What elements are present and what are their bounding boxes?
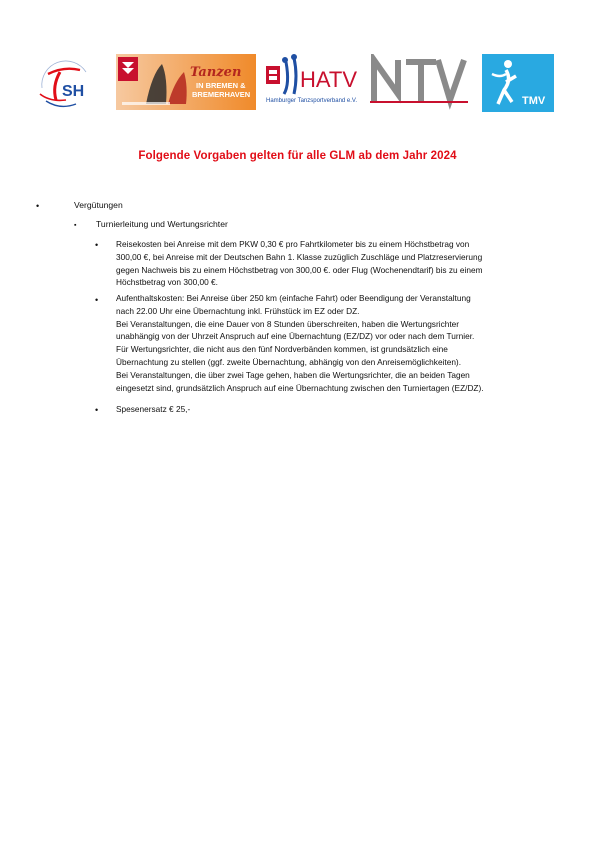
text-line: eingesetzt sind, grundsätzlich Anspruch auf eine Übernachtung zwischen den Turniertagen (EZ/DZ).	[116, 382, 484, 393]
svg-text:SH: SH	[62, 83, 85, 100]
text-line: Spesenersatz € 25,-	[116, 404, 191, 414]
text-line: 300,00 €, bei Anreise mit der Deutschen Bahn 1. Klasse zuzüglich Zuschläge und Platzreservierung	[116, 251, 483, 262]
logo-row	[36, 54, 560, 114]
svg-text:BREMERHAVEN: BREMERHAVEN	[192, 90, 251, 99]
bullet-l2: ▪	[74, 222, 77, 229]
text-line: gegen Nachweis bis zu einem Höchstbetrag von 300,00 €. oder Flug (Wochenendtarif) bis zu einem	[116, 264, 483, 275]
text-line: Reisekosten bei Anreise mit dem PKW 0,30 € pro Fahrtkilometer bis zu einem Höchstbetrag von	[116, 239, 470, 249]
svg-text:Hamburger Tanzsportverband e.V: Hamburger Tanzsportverband e.V.	[266, 98, 358, 104]
hatv-logo	[264, 54, 372, 110]
text-line: nach 22.00 Uhr eine Übernachtung inkl. Frühstück im EZ oder DZ.	[116, 305, 360, 316]
level1-heading: Vergütungen	[74, 200, 123, 210]
level2-heading: Turnierleitung und Wertungsrichter	[96, 219, 228, 229]
text-line: Höchstbetrag von 300,00 €.	[116, 277, 218, 288]
svg-text:TMV: TMV	[522, 95, 546, 107]
bullet-l3: •	[95, 405, 99, 415]
list-item-aufenthaltskosten	[116, 292, 571, 394]
bullet-l3: •	[95, 295, 99, 305]
tmv-logo	[482, 54, 554, 112]
svg-text:Tanzen: Tanzen	[190, 65, 242, 80]
svg-text:HATV: HATV	[300, 67, 358, 92]
document-title: Folgende Vorgaben gelten für alle GLM ab dem Jahr 2024	[138, 150, 457, 162]
tsh-logo	[36, 54, 94, 114]
text-line: Für Wertungsrichter, die nicht aus den fünf Nordverbänden kommen, ist grundsätzlich eine	[116, 344, 448, 355]
text-line: Aufenthaltskosten: Bei Anreise über 250 km (einfache Fahrt) oder Beendigung der Veranstaltung	[116, 293, 471, 303]
text-line: Bei Veranstaltungen, die über zwei Tage gehen, haben die Wertungsrichter, die an beiden Tagen	[116, 369, 470, 380]
text-line: Übernachtung zu stellen (ggf. zweite Übernachtung, abhängig von den Anreisemöglichkeiten).	[116, 356, 461, 367]
ntv-logo	[370, 54, 468, 110]
bullet-l1: •	[36, 201, 40, 211]
svg-text:IN BREMEN &: IN BREMEN &	[196, 81, 246, 90]
list-item-reisekosten	[116, 238, 571, 289]
tanzen-bremen-logo	[116, 54, 256, 110]
bullet-l3: •	[95, 240, 99, 250]
text-line: Bei Veranstaltungen, die eine Dauer von 8 Stunden überschreiten, haben die Wertungsrichter	[116, 318, 460, 329]
list-item-spesenersatz	[116, 403, 571, 416]
text-line: unabhängig von der Uhrzeit Anspruch auf eine Übernachtung (EZ/DZ) vor oder nach dem Turnier.	[116, 331, 475, 342]
